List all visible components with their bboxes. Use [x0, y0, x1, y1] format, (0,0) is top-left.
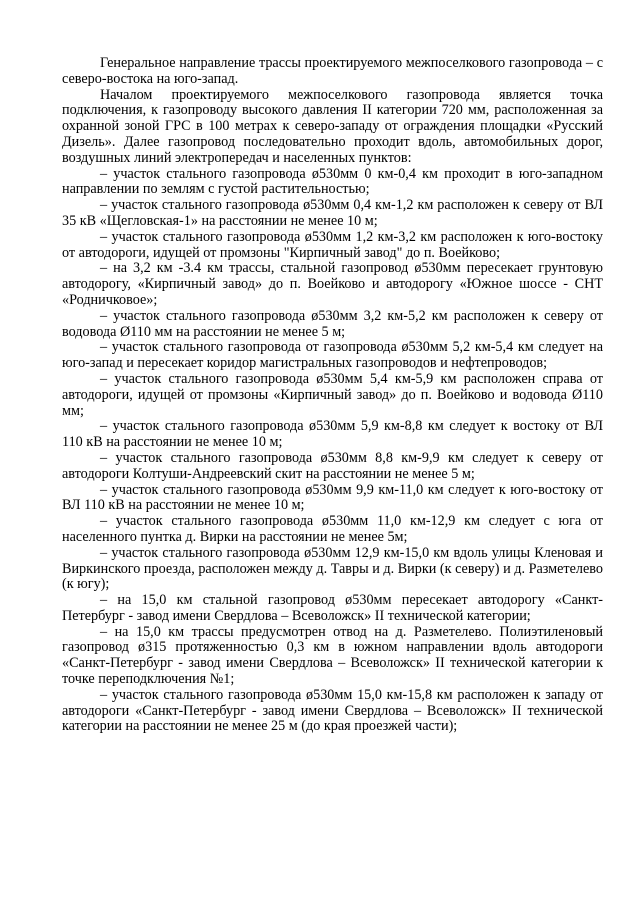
document-page — [62, 56, 603, 735]
list-item-section-3.2-3.4: – на 3,2 км -3.4 км трассы, стальной газопровод ø530мм пересекает грунтовую автодорогу, «Кирпичный завод» до п. Воейково и автодорогу «Южное шоссе - СНТ «Родничковое»; — [62, 260, 603, 308]
paragraph-general-direction: Генеральное направление трассы проектируемого межпоселкового газопровода – с северо-востока на юго-запад. — [62, 55, 603, 87]
list-item-section-1.2-3.2: – участок стального газопровода ø530мм 1,2 км-3,2 км расположен к юго-востоку от автодороги, идущей от промзоны "Кирпичный завод" до п. Воейково; — [62, 228, 603, 261]
list-item-section-5.2-5.4: – участок стального газопровода от газопровода ø530мм 5,2 км-5,4 км следует на юго-запад и пересекает коридор магистральных газопроводов и нефтепроводов; — [62, 339, 603, 372]
list-item-section-9.9-11.0: – участок стального газопровода ø530мм 9,9 км-11,0 км следует к юго-востоку от ВЛ 110 кВ на расстоянии не менее 10 м; — [62, 481, 603, 514]
list-item-section-15.0-15.8: – участок стального газопровода ø530мм 15,0 км-15,8 км расположен к западу от автодороги «Санкт-Петербург - завод имени Свердлова – Всеволожск» II технической категории на расстоянии не менее 25 м (до края проезжей части); — [62, 686, 603, 735]
list-item-branch-15.0: – на 15,0 км трассы предусмотрен отвод на д. Разметелево. Полиэтиленовый газопровод ø315 протяженностью 0,3 км в южном направлении вдоль автодороги «Санкт-Петербург - завод имени Свердлова – Всеволожск» II технической категории к точке переподключения №1; — [62, 623, 603, 688]
list-item-section-0.4-1.2: – участок стального газопровода ø530мм 0,4 км-1,2 км расположен к северу от ВЛ 35 кВ «Щегловская-1» на расстоянии не менее 10 м; — [62, 197, 603, 229]
list-item-crossing-15.0: – на 15,0 км стальной газопровод ø530мм пересекает автодорогу «Санкт-Петербург - завод имени Свердлова – Всеволожск» II технической категории; — [62, 592, 603, 624]
paragraph-start-point: Началом проектируемого межпоселкового газопровода является точка подключения, к газопроводу высокого давления II категории 720 мм, расположенная за охранной зоной ГРС в 100 метрах к северо-западу от ограждения площадки «Русский Дизель». Далее газопровод последовательно проходит вдоль, автомобильных дорог, воздушных линий электропередач и населенных пунктов: — [62, 86, 603, 166]
list-item-section-5.9-8.8: – участок стального газопровода ø530мм 5,9 км-8,8 км следует к востоку от ВЛ 110 кВ на расстоянии не менее 10 м; — [62, 418, 603, 451]
list-item-section-11.0-12.9: – участок стального газопровода ø530мм 11,0 км-12,9 км следует с юга от населенного пунтка д. Вирки на расстоянии не менее 5м; — [62, 513, 603, 545]
list-item-section-0-0.4: – участок стального газопровода ø530мм 0 км-0,4 км проходит в юго-западном направлении по землям с густой растительностью; — [62, 165, 603, 198]
list-item-section-12.9-15.0: – участок стального газопровода ø530мм 12,9 км-15,0 км вдоль улицы Кленовая и Виркинского проезда, расположен между д. Тавры и д. Вирки (к северу) и д. Разметелево (к югу); — [62, 544, 603, 593]
list-item-section-5.4-5.9: – участок стального газопровода ø530мм 5,4 км-5,9 км расположен справа от автодороги, идущей от промзоны «Кирпичный завод» до п. Воейково и водовода Ø110 мм; — [62, 370, 603, 419]
list-item-section-3.2-5.2: – участок стального газопровода ø530мм 3,2 км-5,2 км расположен к северу от водовода Ø110 мм на расстоянии не менее 5 м; — [62, 307, 603, 340]
list-item-section-8.8-9.9: – участок стального газопровода ø530мм 8,8 км-9,9 км следует к северу от автодороги Колтуши-Андреевский скит на расстоянии не менее 5 м; — [62, 449, 603, 482]
